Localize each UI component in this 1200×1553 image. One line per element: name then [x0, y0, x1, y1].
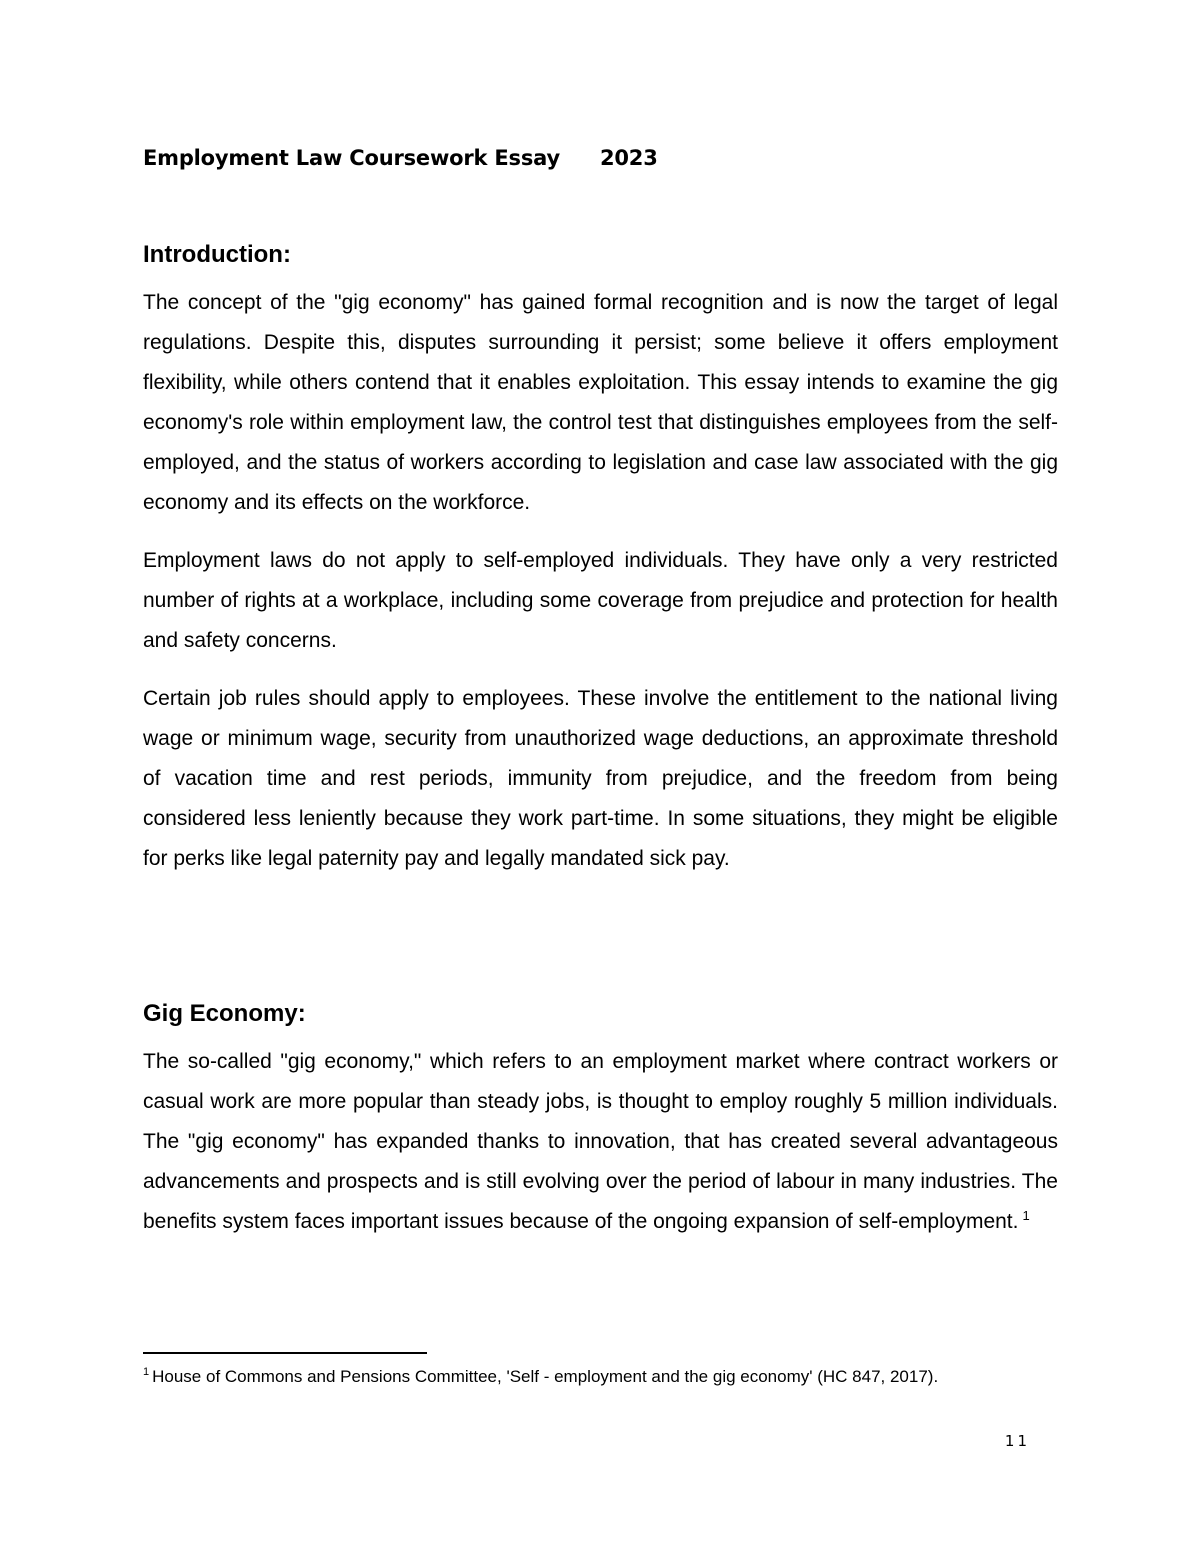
- footnote-text: House of Commons and Pensions Committee, 'Self - employment and the gig economy' (HC 847, 2017).: [152, 1367, 939, 1386]
- paragraph: Certain job rules should apply to employees. These involve the entitlement to the national living wage or minimum wage, security from unauthorized wage deductions, an approximate threshold of vacation time and rest periods, immunity from prejudice, and the freedom from being considered less leniently because they work part-time. In some situations, they might be eligible for perks like legal paternity pay and legally mandated sick pay.: [143, 687, 1058, 870]
- document-year: 2023: [599, 146, 658, 170]
- section-heading-gig-economy: Gig Economy:: [143, 1000, 306, 1027]
- footnote-divider: [143, 1352, 427, 1354]
- section-body-introduction: [143, 283, 1058, 897]
- footnote-reference[interactable]: 1: [1022, 1208, 1030, 1223]
- section-body-gig-economy: [143, 1042, 1058, 1260]
- paragraph: The concept of the "gig economy" has gained formal recognition and is now the target of legal regulations. Despite this, disputes surrounding it persist; some believe it offers employment flexibility, while others contend that it enables exploitation. This essay intends to examine the gig economy's role within employment law, the control test that distinguishes employees from the self-employed, and the status of workers according to legislation and case law associated with the gig economy and its effects on the workforce.: [143, 291, 1058, 514]
- paragraph: [143, 1042, 1058, 1242]
- footnote-number: 1: [143, 1366, 150, 1379]
- paragraph-text: The so-called "gig economy," which refers to an employment market where contract workers or casual work are more popular than steady jobs, is thought to employ roughly 5 million individuals. The "gig economy" has expanded thanks to innovation, that has created several advantageous advancements and prospects and is still evolving over the period of labour in many industries. The benefits system faces important issues because of the ongoing expansion of self-employment.: [143, 1050, 1058, 1233]
- section-heading-introduction: Introduction:: [143, 241, 291, 268]
- document-title-text: Employment Law Coursework Essay: [143, 146, 560, 170]
- footnote: [143, 1365, 1043, 1388]
- document-title: [143, 146, 658, 170]
- paragraph: Employment laws do not apply to self-employed individuals. They have only a very restricted number of rights at a workplace, including some coverage from prejudice and protection for health and safety concerns.: [143, 549, 1058, 652]
- page-number: 11: [1004, 1432, 1030, 1450]
